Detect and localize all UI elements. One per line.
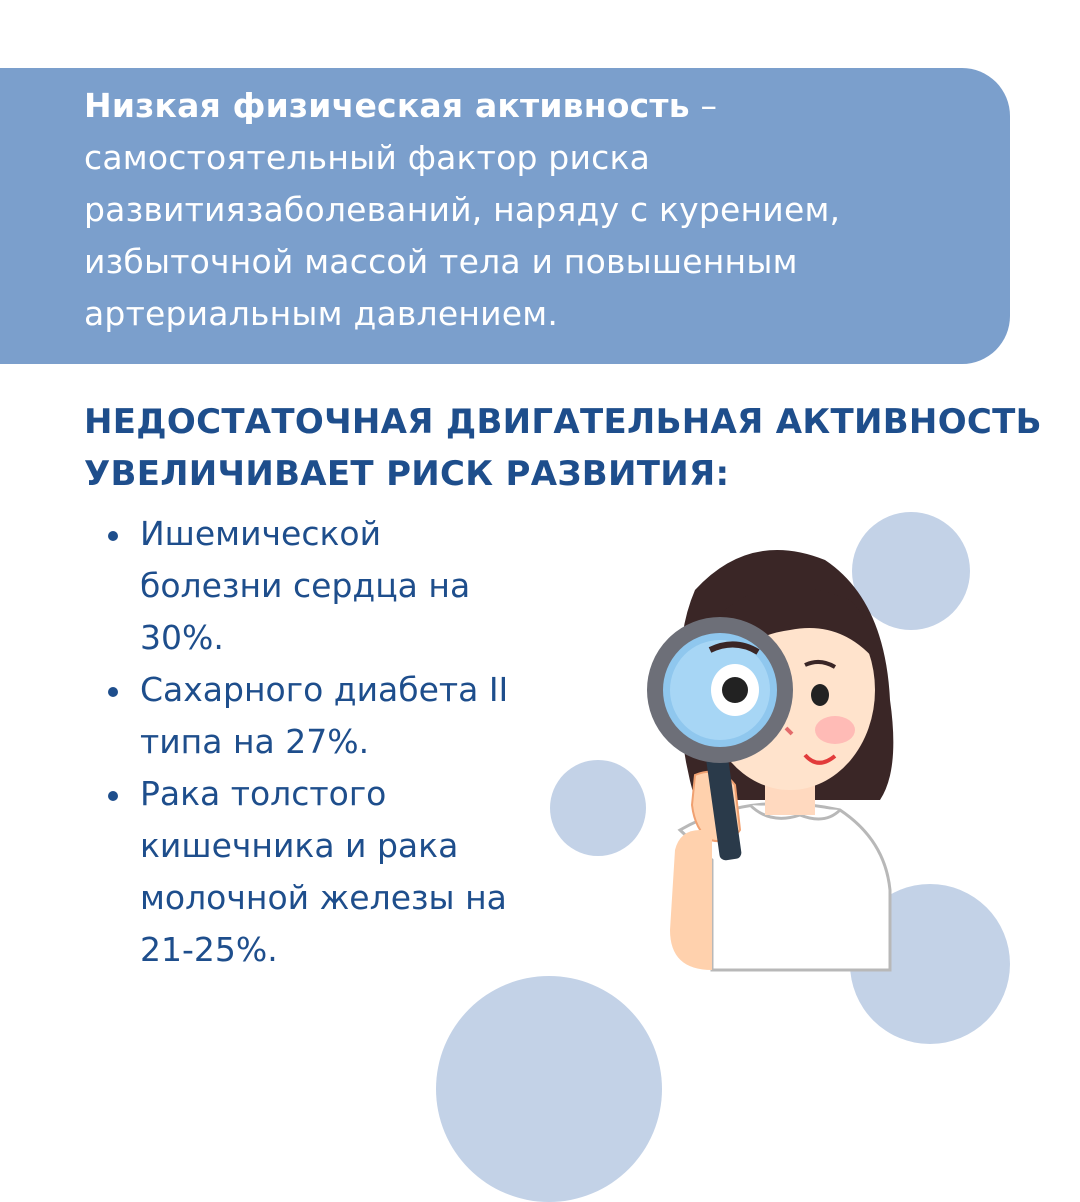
risk-heading-line1: НЕДОСТАТОЧНАЯ ДВИГАТЕЛЬНАЯ АКТИВНОСТЬ [84,402,1042,442]
intro-text [84,80,984,340]
intro-bold: Низкая физическая активность [84,86,690,125]
bullet-icon [108,687,118,697]
list-item [108,768,528,976]
bullet-icon [108,531,118,541]
list-item-text: Рака толстого кишечника и рака молочной железы на 21-25%. [140,774,507,969]
list-item-text: Ишемической болезни сердца на 30%. [140,514,471,657]
girl-illustration-svg [600,530,920,980]
decor-circle-bottom-center [436,976,662,1202]
risk-heading-line2: УВЕЛИЧИВАЕТ РИСК РАЗВИТИЯ: [84,454,730,494]
girl-with-magnifying-glass-illustration [600,530,920,984]
risk-heading [84,396,1044,500]
list-item [108,664,528,768]
list-item-text: Сахарного диабета II типа на 27%. [140,670,509,761]
intro-rest: – самостоятельный фактор риска развитиязаболеваний, наряду с курением, избыточной массой тела и повышенным артериальным давлением. [84,86,841,333]
list-item [108,508,528,664]
risk-list [108,508,528,976]
bullet-icon [108,791,118,801]
